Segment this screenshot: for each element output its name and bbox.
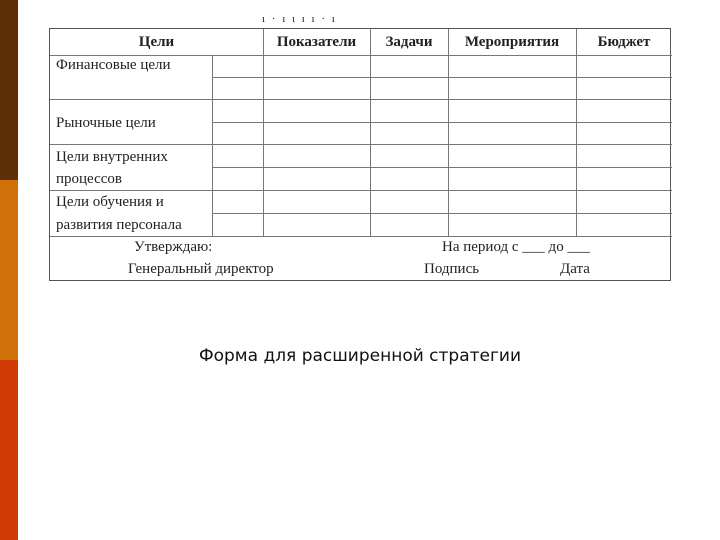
column-divider	[448, 29, 449, 236]
slide-caption: Форма для расширенной стратегии	[198, 346, 522, 366]
decorative-sidebar	[0, 0, 18, 540]
goal-learning-line2: развития персонала	[56, 217, 182, 233]
strategy-form-table	[49, 28, 671, 281]
row-divider	[50, 99, 672, 100]
footer-director: Генеральный директор	[128, 261, 274, 277]
goal-learning-line1: Цели обучения и	[56, 194, 164, 210]
column-divider	[263, 29, 264, 236]
subrow-line	[212, 167, 672, 168]
header-activities: Мероприятия	[464, 34, 560, 50]
row-divider	[50, 144, 672, 145]
sidebar-segment-top	[0, 0, 18, 180]
goal-internal-line2: процессов	[56, 171, 122, 187]
column-divider	[576, 29, 577, 236]
sidebar-segment-middle	[0, 180, 18, 360]
footer-signature: Подпись	[424, 261, 480, 277]
header-tasks: Задачи	[385, 34, 433, 50]
cropped-header-remnant: ı · ı ι ı ı · ı	[262, 14, 337, 24]
sidebar-segment-bottom	[0, 360, 18, 540]
goal-internal-line1: Цели внутренних	[56, 149, 168, 165]
subrow-line	[212, 122, 672, 123]
subrow-line	[212, 77, 672, 78]
header-budget: Бюджет	[597, 34, 651, 50]
footer-period: На период с ___ до ___	[442, 239, 590, 255]
header-goals: Цели	[138, 34, 175, 50]
goal-financial: Финансовые цели	[56, 57, 171, 73]
header-indicators: Показатели	[276, 34, 357, 50]
goal-market: Рыночные цели	[56, 115, 156, 131]
footer-date: Дата	[560, 261, 590, 277]
subrow-line	[212, 213, 672, 214]
column-divider	[370, 29, 371, 236]
subcolumn-divider	[212, 55, 213, 236]
footer-approved: Утверждаю:	[134, 239, 213, 255]
